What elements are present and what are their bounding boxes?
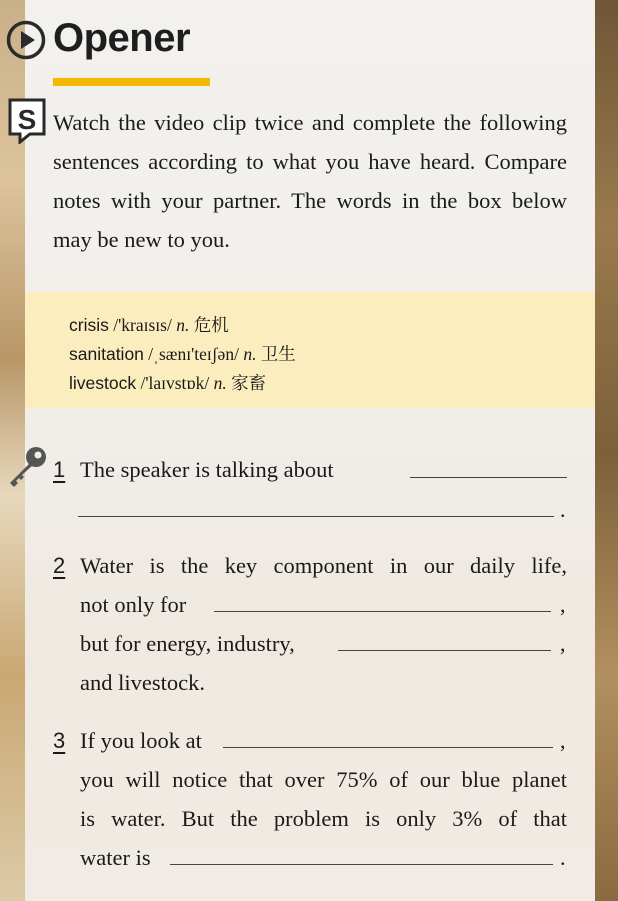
comma: , — [560, 631, 566, 656]
answer-blank[interactable] — [78, 516, 554, 517]
sentence-end: . — [560, 497, 566, 522]
vocab-item — [69, 312, 229, 337]
page-edge-right — [595, 0, 618, 901]
question-text: Water is the key component in our daily life, — [80, 553, 567, 578]
comma: , — [560, 592, 566, 617]
vocab-pos: n. — [176, 315, 190, 335]
answer-blank[interactable] — [410, 477, 567, 478]
question-number: 3 — [53, 728, 66, 753]
question-text: and livestock. — [80, 670, 205, 695]
answer-blank[interactable] — [214, 611, 551, 612]
answer-blank[interactable] — [170, 864, 553, 865]
vocab-item — [69, 370, 266, 395]
vocab-word: sanitation — [69, 344, 144, 364]
vocab-word: livestock — [69, 373, 137, 393]
question-text: The speaker is talking about — [80, 457, 334, 482]
vocab-ipa: /'kraɪsɪs/ — [113, 315, 172, 335]
vocab-word: crisis — [69, 315, 109, 335]
vocab-meaning: 危机 — [193, 315, 229, 335]
question-text: but for energy, industry, — [80, 631, 295, 656]
question-text: not only for — [80, 592, 187, 617]
answer-blank[interactable] — [338, 650, 551, 651]
question-number: 2 — [53, 553, 66, 578]
vocab-ipa: /ˌsænɪ'teɪʃən/ — [148, 344, 239, 364]
question-text: If you look at — [80, 728, 202, 753]
question-number: 1 — [53, 457, 66, 482]
sentence-end: . — [560, 845, 566, 870]
instructions: Watch the video clip twice and complete the following sentences according to what you have heard. Compare notes with your partner. The words in the box below may be new to you. — [53, 110, 567, 252]
vocab-pos: n. — [213, 373, 227, 393]
question-text: you will notice that over 75% of our blue planet — [80, 767, 567, 792]
vocab-ipa: /'laɪvstɒk/ — [140, 373, 210, 393]
svg-text:S: S — [17, 104, 37, 135]
vocab-meaning: 卫生 — [260, 344, 296, 364]
vocab-meaning: 家畜 — [231, 373, 267, 393]
title-underline — [53, 78, 210, 86]
comma: , — [560, 728, 566, 753]
vocabulary-box — [25, 292, 595, 408]
speaking-s-icon — [8, 98, 46, 144]
question-text: water is — [80, 845, 151, 870]
key-icon[interactable] — [6, 444, 50, 488]
vocab-item — [69, 341, 296, 366]
answer-blank[interactable] — [223, 747, 553, 748]
play-circle-icon[interactable] — [6, 20, 46, 60]
vocab-pos: n. — [243, 344, 257, 364]
question-text: is water. But the problem is only 3% of that — [80, 806, 567, 831]
page-title: Opener — [53, 16, 191, 60]
